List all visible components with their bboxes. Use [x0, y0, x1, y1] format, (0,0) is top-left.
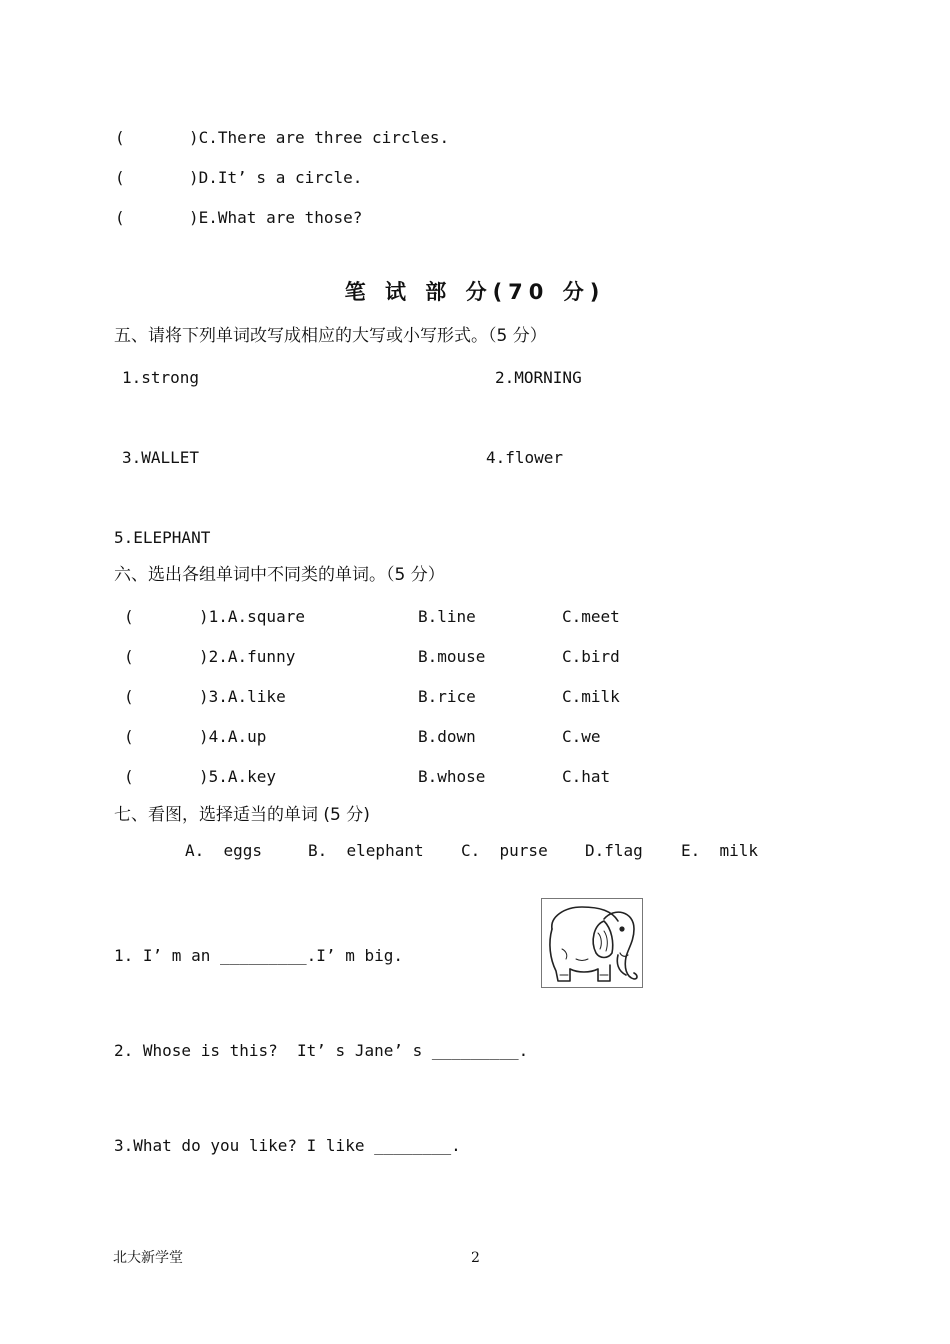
option-a: )3.A.like	[199, 687, 286, 706]
word-option-c: C. purse	[461, 841, 548, 860]
section5-title: 五、请将下列单词改写成相应的大写或小写形式。（5 分）	[114, 326, 547, 346]
option-a: )5.A.key	[199, 767, 277, 786]
option-c: C.bird	[562, 647, 620, 666]
listening-option-d: )D.It’ s a circle.	[189, 168, 363, 187]
word-option-a: A. eggs	[185, 841, 263, 860]
section5-word-2: 2.MORNING	[495, 368, 582, 387]
option-a: )2.A.funny	[199, 647, 296, 666]
answer-paren: (	[124, 687, 134, 706]
answer-paren: (	[115, 208, 125, 227]
section5-word-3: 3.WALLET	[122, 448, 200, 467]
section5-word-4: 4.flower	[486, 448, 564, 467]
listening-option-e: )E.What are those?	[189, 208, 363, 227]
option-a: )1.A.square	[199, 607, 305, 626]
option-b: B.mouse	[418, 647, 486, 666]
section5-word-5: 5.ELEPHANT	[114, 528, 211, 547]
option-c: C.we	[562, 727, 601, 746]
section7-title: 七、看图，选择适当的单词 (5 分)	[114, 805, 370, 825]
section7-question-3: 3.What do you like? I like ________.	[114, 1136, 461, 1155]
section6-title: 六、选出各组单词中不同类的单词。（5 分）	[114, 565, 445, 585]
footer-publisher: 北大新学堂	[113, 1250, 183, 1266]
option-b: B.whose	[418, 767, 486, 786]
option-b: B.rice	[418, 687, 476, 706]
listening-option-c: )C.There are three circles.	[189, 128, 450, 147]
option-a: )4.A.up	[199, 727, 267, 746]
answer-paren: (	[124, 607, 134, 626]
option-c: C.meet	[562, 607, 620, 626]
word-option-d: D.flag	[585, 841, 643, 860]
section7-question-2: 2. Whose is this? It’ s Jane’ s _________.	[114, 1041, 529, 1060]
answer-paren: (	[124, 727, 134, 746]
written-section-heading: 笔 试 部 分(70 分)	[344, 280, 606, 304]
option-c: C.milk	[562, 687, 620, 706]
word-option-e: E. milk	[681, 841, 759, 860]
answer-paren: (	[124, 767, 134, 786]
elephant-picture	[541, 898, 643, 988]
word-option-b: B. elephant	[308, 841, 424, 860]
option-b: B.down	[418, 727, 476, 746]
option-b: B.line	[418, 607, 476, 626]
page-number: 2	[471, 1250, 480, 1266]
option-c: C.hat	[562, 767, 611, 786]
section7-question-1: 1. I’ m an _________.I’ m big.	[114, 946, 403, 965]
section5-word-1: 1.strong	[122, 368, 200, 387]
answer-paren: (	[124, 647, 134, 666]
answer-paren: (	[115, 168, 125, 187]
elephant-icon	[542, 899, 642, 987]
answer-paren: (	[115, 128, 125, 147]
